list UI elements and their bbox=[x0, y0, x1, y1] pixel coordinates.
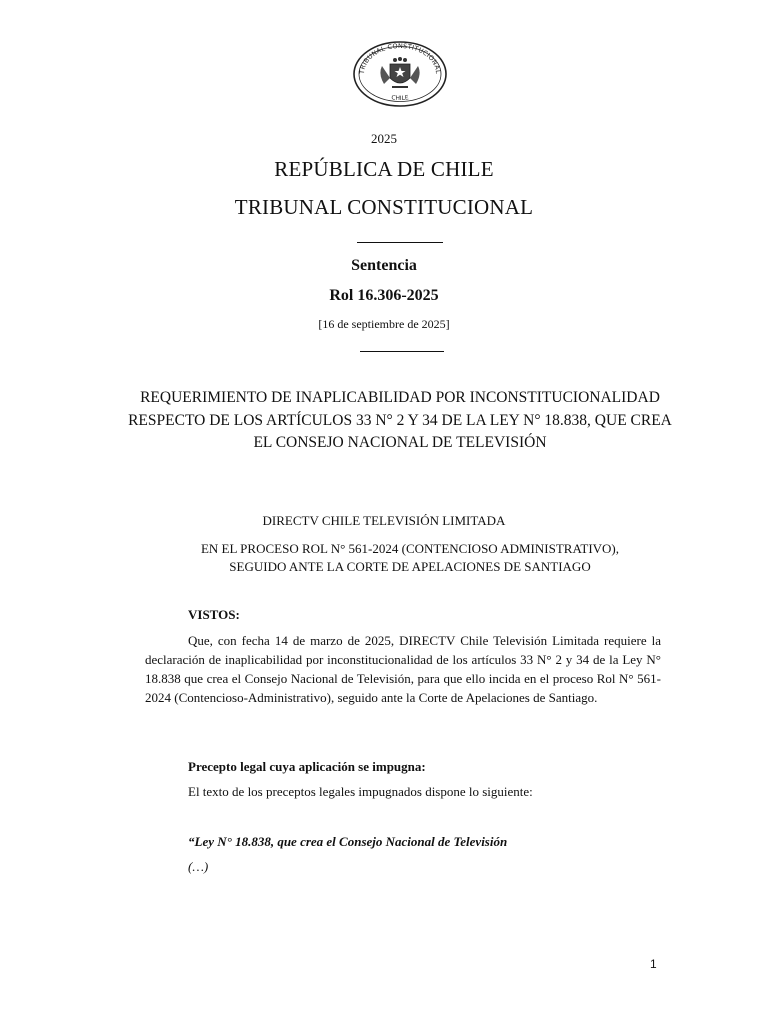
divider-bottom bbox=[360, 351, 444, 352]
precept-intro: El texto de los preceptos legales impugnados dispone lo siguiente: bbox=[188, 784, 533, 799]
document-year: 2025 bbox=[371, 131, 397, 146]
body-paragraph: Que, con fecha 14 de marzo de 2025, DIRECTV Chile Televisión Limitada requiere la declaración de inaplicabilidad por inconstitucionalidad de los artículos 33 N° 2 y 34 de la Ley N° 18.838 que crea el Consejo Nacional de Televisión, para que ello incida en el proceso Rol N° 561-2024 (Contencioso-Administrativo), seguido ante la Corte de Apelaciones de Santiago. bbox=[145, 633, 661, 705]
republic-heading: REPÚBLICA DE CHILE bbox=[274, 157, 494, 181]
law-title: “Ley N° 18.838, que crea el Consejo Nacional de Televisión bbox=[188, 834, 508, 849]
process-description bbox=[140, 540, 680, 576]
page-number: 1 bbox=[650, 957, 657, 971]
process-line-2: SEGUIDO ANTE LA CORTE DE APELACIONES DE SANTIAGO bbox=[229, 559, 591, 574]
seal-top-text: TRIBUNAL CONSTITUCIONAL bbox=[357, 41, 443, 75]
divider-top bbox=[357, 242, 443, 243]
ruling-date: [16 de septiembre de 2025] bbox=[318, 317, 450, 331]
court-heading: TRIBUNAL CONSTITUCIONAL bbox=[234, 195, 534, 219]
case-title: REQUERIMIENTO DE INAPLICABILIDAD POR INCONSTITUCIONALIDAD RESPECTO DE LOS ARTÍCULOS 33 N° 2 Y 34 DE LA LEY N° 18.838, QUE CREA EL CONSEJO NACIONAL DE TELEVISIÓN bbox=[128, 389, 672, 451]
ruling-rol: Rol 16.306-2025 bbox=[329, 287, 439, 304]
precept-heading: Precepto legal cuya aplicación se impugna: bbox=[188, 759, 426, 774]
party-name: DIRECTV CHILE TELEVISIÓN LIMITADA bbox=[262, 513, 506, 528]
svg-text:CHILE bbox=[391, 94, 410, 102]
ruling-type: Sentencia bbox=[351, 257, 417, 274]
vistos-heading: VISTOS: bbox=[188, 607, 240, 622]
ellipsis: (…) bbox=[188, 859, 209, 874]
process-line-1: EN EL PROCESO ROL N° 561-2024 (CONTENCIOSO ADMINISTRATIVO), bbox=[200, 541, 620, 556]
court-seal-logo bbox=[352, 40, 448, 108]
seal-bottom-text: CHILE bbox=[390, 94, 410, 103]
